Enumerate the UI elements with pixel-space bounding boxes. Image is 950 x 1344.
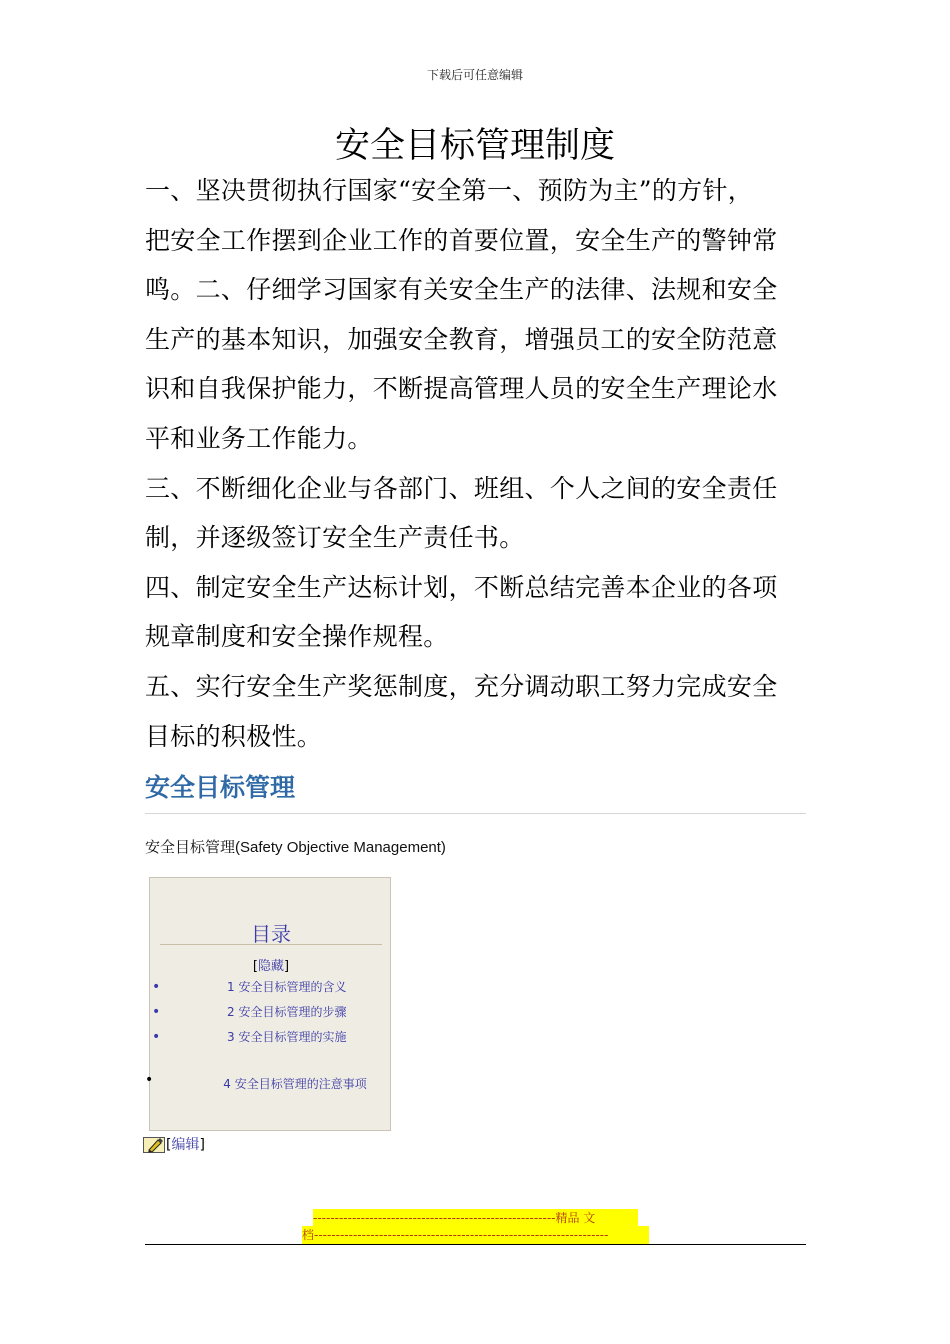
footer-line: 档-------------------------------------------------------------------- — [302, 1226, 649, 1244]
bullet-icon: • — [145, 1072, 154, 1088]
section-heading: 安全目标管理 — [145, 773, 296, 802]
body-line: 鸣。二、仔细学习国家有关安全生产的法律、法规和安全 — [145, 275, 778, 305]
body-line: 三、不断细化企业与各部门、班组、个人之间的安全责任 — [145, 473, 778, 503]
intro-text: 安全目标管理(Safety Objective Management) — [145, 839, 446, 856]
footer-line: --------------------------------------------------------精品 文 — [313, 1209, 638, 1227]
toc-item-link[interactable]: 1 安全目标管理的含义 — [227, 980, 347, 994]
toc-toggle-open-bracket: [ — [252, 959, 258, 974]
footer-divider — [145, 1244, 806, 1245]
bullet-icon: • — [152, 1029, 161, 1045]
toc-toggle-close-bracket: ] — [284, 959, 290, 974]
body-line: 规章制度和安全操作规程。 — [145, 622, 449, 652]
edit-open-bracket: [ — [166, 1137, 172, 1153]
body-line: 一、坚决贯彻执行国家“安全第一、预防为主”的方针， — [145, 176, 754, 205]
table-of-contents — [145, 877, 391, 1131]
body-line: 四、制定安全生产达标计划，不断总结完善本企业的各项 — [145, 572, 778, 602]
toc-hide-link[interactable]: 隐藏 — [257, 959, 284, 974]
body-line: 平和业务工作能力。 — [145, 423, 373, 453]
toc-item-link[interactable]: 2 安全目标管理的步骤 — [227, 1005, 347, 1019]
body-line: 生产的基本知识，加强安全教育，增强员工的安全防范意 — [145, 324, 778, 354]
toc-item-link[interactable]: 3 安全目标管理的实施 — [227, 1030, 347, 1044]
body-line: 把安全工作摆到企业工作的首要位置，安全生产的警钟常 — [145, 225, 778, 255]
toc-toggle[interactable] — [150, 955, 392, 974]
bullet-icon: • — [152, 1004, 161, 1020]
document-title: 安全目标管理制度 — [334, 126, 615, 166]
toc-item-link[interactable]: 4 安全目标管理的注意事项 — [223, 1077, 367, 1091]
toc-divider — [160, 944, 382, 945]
toc-title: 目录 — [251, 922, 291, 946]
body-line: 目标的积极性。 — [145, 721, 323, 751]
body-line: 制，并逐级签订安全生产责任书。 — [145, 523, 525, 553]
header-note: 下载后可任意编辑 — [426, 68, 523, 82]
edit-section — [143, 1134, 205, 1154]
bullet-icon: • — [152, 979, 161, 995]
edit-pencil-icon[interactable] — [143, 1137, 165, 1153]
body-text — [145, 166, 810, 761]
edit-close-bracket: ] — [199, 1137, 205, 1153]
edit-link[interactable]: 编辑 — [171, 1137, 200, 1153]
body-line: 识和自我保护能力，不断提高管理人员的安全生产理论水 — [145, 374, 778, 404]
body-line: 五、实行安全生产奖惩制度，充分调动职工努力完成安全 — [145, 671, 778, 701]
heading-divider — [145, 813, 806, 814]
